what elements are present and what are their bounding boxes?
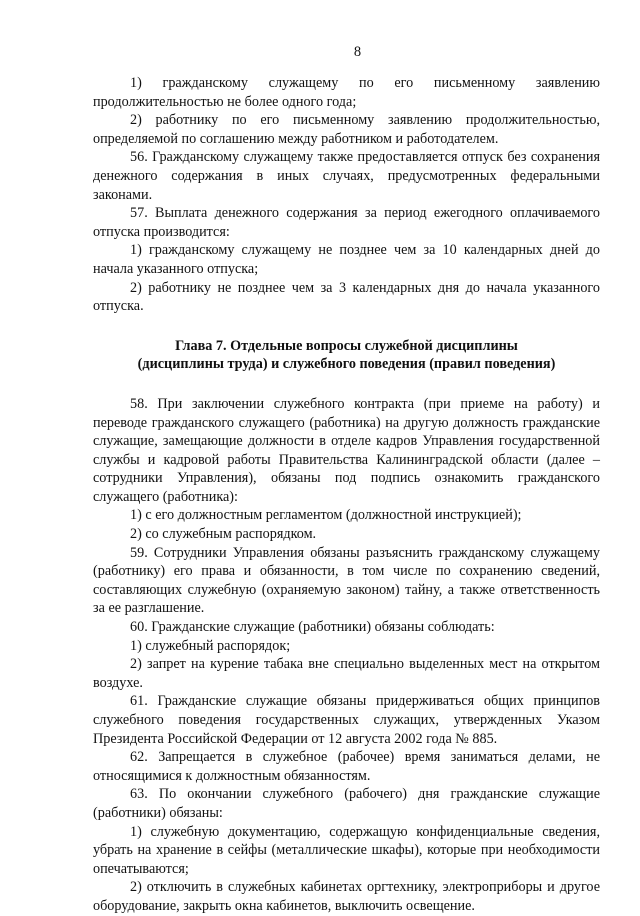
paragraph-62: 62. Запрещается в служебное (рабочее) время заниматься делами, не относящимися к должностным обязанностям. (93, 749, 600, 784)
paragraph-63-item-2: 2) отключить в служебных кабинетах оргтехнику, электроприборы и другое оборудование, закрыть окна кабинетов, выключить освещение. (93, 879, 600, 914)
chapter-heading-line-2: (дисциплины труда) и служебного поведения (правил поведения) (137, 356, 556, 373)
paragraph-58-item-2: 2) со служебным распорядком. (130, 526, 317, 543)
paragraph-60-item-1: 1) служебный распорядок; (130, 637, 291, 654)
page-number: 8 (353, 44, 362, 60)
paragraph-56: 56. Гражданскому служащему также предоставляется отпуск без сохранения денежного содержания в иных случаях, предусмотренных федеральными законами. (93, 149, 600, 203)
paragraph-63-item-1: 1) служебную документацию, содержащую конфиденциальные сведения, убрать на хранение в сейфы (металлические шкафы), которые при необходимости опечатываются; (93, 823, 600, 877)
paragraph-57-item-1: 1) гражданскому служащему не позднее чем за 10 календарных дней до начала указанного отпуска; (93, 242, 600, 277)
paragraph-59: 59. Сотрудники Управления обязаны разъяснить гражданскому служащему (работнику) его права и обязанности, в том числе по сохранению сведений, составляющих служебную (охраняемую законом) тайну, а также ответственность за ее разглашение. (93, 544, 600, 617)
paragraph-60: 60. Гражданские служащие (работники) обязаны соблюдать: (130, 619, 495, 636)
paragraph-57-item-2: 2) работнику не позднее чем за 3 календарных дня до начала указанного отпуска. (93, 279, 600, 315)
paragraph-58-item-1: 1) с его должностным регламентом (должностной инструкцией); (130, 507, 522, 524)
paragraph-57: 57. Выплата денежного содержания за период ежегодного оплачиваемого отпуска производится: (93, 205, 600, 240)
paragraph-60-item-2: 2) запрет на курение табака вне специально выделенных мест на открытом воздухе. (93, 656, 600, 691)
paragraph-leave-civil-servant: 1) гражданскому служащему по его письменному заявлению продолжительностью не более одного года; (93, 75, 600, 110)
paragraph-61: 61. Гражданские служащие обязаны придерживаться общих принципов служебного поведения государственных служащих, утвержденных Указом Президента Российской Федерации от 12 августа 2002 года № 885. (93, 693, 600, 747)
chapter-heading-line-1: Глава 7. Отдельные вопросы служебной дисциплины (175, 337, 518, 354)
chapter-heading (93, 337, 600, 374)
paragraph-63: 63. По окончании служебного (рабочего) дня гражданские служащие (работники) обязаны: (93, 786, 600, 821)
paragraph-leave-worker: 2) работнику по его письменному заявлению продолжительностью, определяемой по соглашению между работником и работодателем. (93, 112, 600, 147)
paragraph-58: 58. При заключении служебного контракта (при приеме на работу) и переводе гражданского служащего (работника) на другую должность гражданские служащие, замещающие должности в отделе кадров Управления государственной службы и кадровой работы Правительства Калининградской области (далее – сотрудники Управления), обязаны под подпись ознакомить гражданского служащего (работника): (93, 395, 600, 505)
